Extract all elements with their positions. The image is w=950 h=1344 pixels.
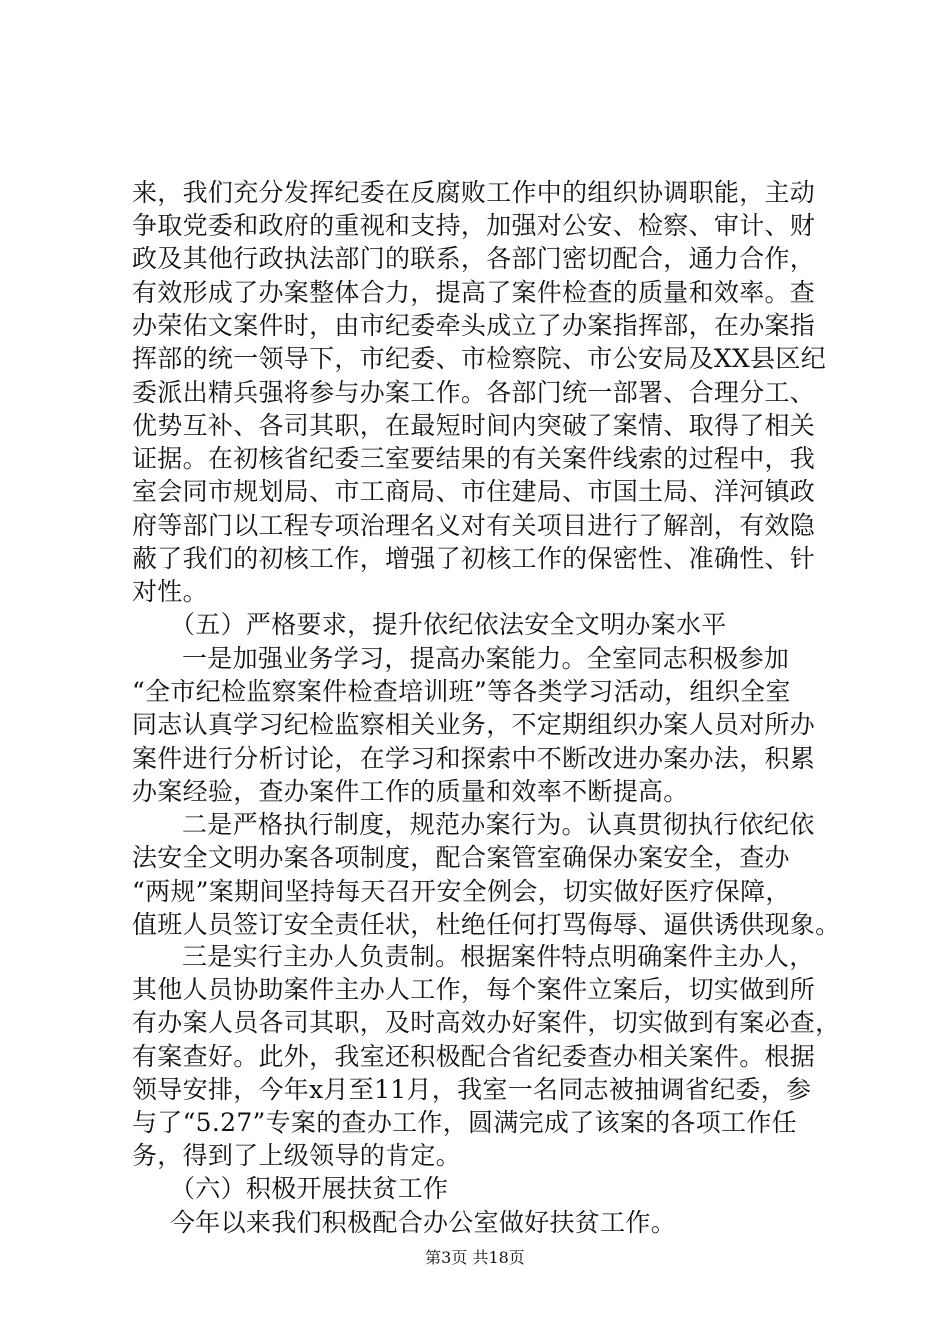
body-line: 与了“5.27”专案的查办工作，圆满完成了该案的各项工作任 (132, 1108, 797, 1137)
body-line: 室会同市规划局、市工商局、市住建局、市国土局、洋河镇政 (132, 477, 816, 506)
body-line: 有效形成了办案整体合力，提高了案件检查的质量和效率。查 (132, 278, 816, 307)
section-heading: （六）积极开展扶贫工作 (170, 1174, 449, 1203)
body-line: 其他人员协助案件主办人工作，每个案件立案后，切实做到所 (132, 975, 816, 1004)
paragraph-first-line: 三是实行主办人负责制。根据案件特点明确案件主办人， (182, 942, 815, 971)
body-line: 府等部门以工程专项治理名义对有关项目进行了解剖，有效隐 (132, 511, 816, 540)
body-line: 对性。 (132, 577, 208, 606)
body-line: 法安全文明办案各项制度，配合案管室确保办案安全，查办 (132, 843, 790, 872)
body-line: 挥部的统一领导下，市纪委、市检察院、市公安局及XX县区纪 (132, 344, 826, 373)
body-line: 办荣佑文案件时，由市纪委牵头成立了办案指挥部，在办案指 (132, 311, 816, 340)
body-line: 证据。在初核省纪委三室要结果的有关案件线索的过程中，我 (132, 444, 816, 473)
body-line: 来，我们充分发挥纪委在反腐败工作中的组织协调职能，主动 (132, 178, 816, 207)
section-heading: （五）严格要求，提升依纪依法安全文明办案水平 (170, 610, 727, 639)
body-line: 委派出精兵强将参与办案工作。各部门统一部署、合理分工、 (132, 378, 816, 407)
paragraph-first-line: 一是加强业务学习，提高办案能力。全室同志积极参加 (182, 644, 790, 673)
body-line: “全市纪检监察案件检查培训班”等各类学习活动，组织全室 (132, 677, 791, 706)
body-line: 值班人员签订安全责任状，杜绝任何打骂侮辱、逼供诱供现象。 (132, 910, 841, 939)
body-line: 有办案人员各司其职，及时高效办好案件，切实做到有案必查， (132, 1008, 841, 1037)
paragraph-first-line: 二是严格执行制度，规范办案行为。认真贯彻执行依纪依 (182, 810, 815, 839)
body-line: 案件进行分析讨论，在学习和探索中不断改进办案办法，积累 (132, 744, 816, 773)
body-line: 优势互补、各司其职，在最短时间内突破了案情、取得了相关 (132, 411, 816, 440)
body-line: 今年以来我们积极配合办公室做好扶贫工作。 (170, 1208, 677, 1237)
body-line: 政及其他行政执法部门的联系，各部门密切配合，通力合作， (132, 244, 816, 273)
body-line: 领导安排，今年x月至11月，我室一名同志被抽调省纪委，参 (132, 1075, 812, 1104)
body-line: 争取党委和政府的重视和支持，加强对公安、检察、审计、财 (132, 211, 816, 240)
body-line: 同志认真学习纪检监察相关业务，不定期组织办案人员对所办 (132, 710, 816, 739)
body-line: 蔽了我们的初核工作，增强了初核工作的保密性、准确性、针 (132, 544, 816, 573)
body-line: 有案查好。此外，我室还积极配合省纪委查办相关案件。根据 (132, 1042, 816, 1071)
body-line: “两规”案期间坚持每天召开安全例会，切实做好医疗保障， (132, 877, 791, 906)
page-number-footer: 第3页 共18页 (425, 1248, 525, 1267)
body-line: 办案经验，查办案件工作的质量和效率不断提高。 (132, 777, 689, 806)
body-line: 务，得到了上级领导的肯定。 (132, 1141, 461, 1170)
